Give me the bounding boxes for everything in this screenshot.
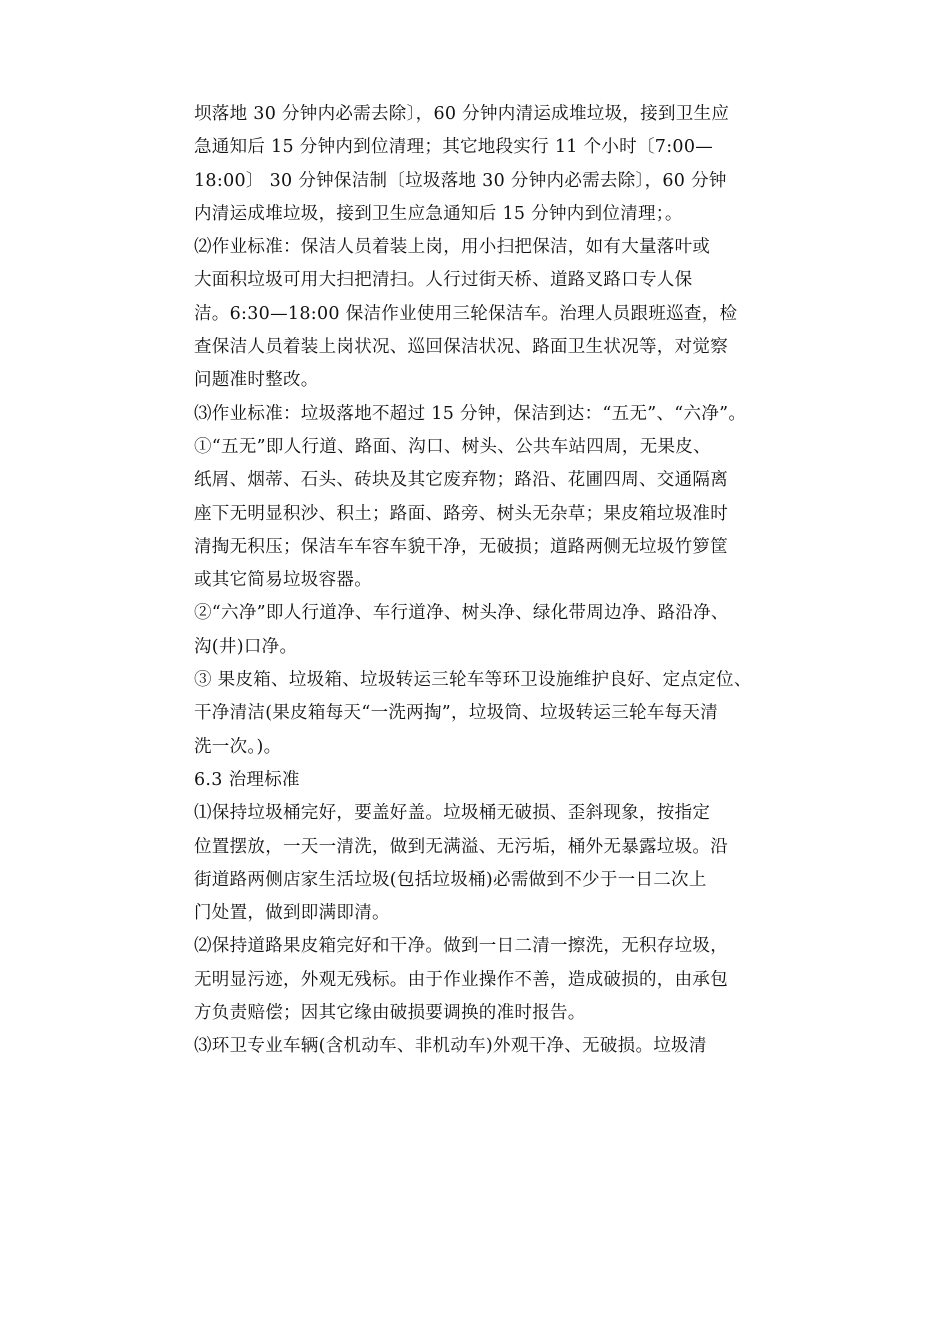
text-line: 纸屑、烟蒂、石头、砖块及其它废弃物；路沿、花圃四周、交通隔离 (194, 470, 728, 491)
text-line: 急通知后 15 分钟内到位清理；其它地段实行 11 个小时〔7:00— (194, 137, 714, 158)
text-line: ⑶环卫专业车辆(含机动车、非机动车)外观干净、无破损。垃圾清 (194, 1036, 707, 1057)
text-line: 大面积垃圾可用大扫把清扫。人行过街天桥、道路叉路口专人保 (194, 270, 693, 291)
text-line: ⑵作业标准：保洁人员着装上岗，用小扫把保洁，如有大量落叶或 (194, 237, 711, 258)
text-line: 18:00〕 30 分钟保洁制〔垃圾落地 30 分钟内必需去除〕，60 分钟 (194, 170, 727, 191)
text-line: 洁。6:30—18:00 保洁作业使用三轮保洁车。治理人员跟班巡查，检 (194, 303, 738, 324)
text-line: 沟(井)口净。 (194, 636, 298, 657)
text-line: 门处置，做到即满即清。 (194, 903, 390, 924)
text-line: 座下无明显积沙、积土；路面、路旁、树头无杂草；果皮箱垃圾准时 (194, 503, 728, 524)
text-line: 清掏无积压；保洁车车容车貌干净，无破损；道路两侧无垃圾竹箩筐 (194, 536, 728, 557)
text-line: 坝落地 30 分钟内必需去除〕，60 分钟内清运成堆垃圾，接到卫生应 (194, 104, 730, 124)
text-line: 洗一次。)。 (194, 736, 282, 757)
document-body (194, 98, 794, 1064)
text-line: ①“五无”即人行道、路面、沟口、树头、公共车站四周，无果皮、 (194, 436, 711, 457)
text-line: 问题准时整改。 (194, 370, 319, 391)
text-line: 街道路两侧店家生活垃圾(包括垃圾桶)必需做到不少于一日二次上 (194, 869, 707, 890)
text-line: ⑴保持垃圾桶完好，要盖好盖。垃圾桶无破损、歪斜现象，按指定 (194, 803, 711, 824)
text-line: 内清运成堆垃圾，接到卫生应急通知后 15 分钟内到位清理；。 (194, 203, 683, 224)
text-line: 位置摆放，一天一清洗，做到无满溢、无污垢，桶外无暴露垃圾。沿 (194, 836, 728, 857)
text-line: ⑶作业标准：垃圾落地不超过 15 分钟，保洁到达：“五无”、“六净”。 (194, 403, 747, 424)
text-line: 或其它简易垃圾容器。 (194, 570, 372, 591)
text-line: ②“六净”即人行道净、车行道净、树头净、绿化带周边净、路沿净、 (194, 603, 729, 624)
text-line: ③ 果皮箱、垃圾箱、垃圾转运三轮车等环卫设施维护良好、定点定位、 (194, 670, 752, 691)
text-line: 干净清洁(果皮箱每天“一洗两掏”，垃圾筒、垃圾转运三轮车每天清 (194, 703, 719, 724)
section-heading: 6.3 治理标准 (194, 769, 300, 790)
text-line: 方负责赔偿；因其它缘由破损要调换的准时报告。 (194, 1003, 586, 1024)
text-line: ⑵保持道路果皮箱完好和干净。做到一日二清一擦洗，无积存垃圾， (194, 936, 728, 957)
text-line: 查保洁人员着装上岗状况、巡回保洁状况、路面卫生状况等，对觉察 (194, 337, 728, 358)
text-line: 无明显污迹，外观无残标。由于作业操作不善，造成破损的，由承包 (194, 969, 728, 990)
